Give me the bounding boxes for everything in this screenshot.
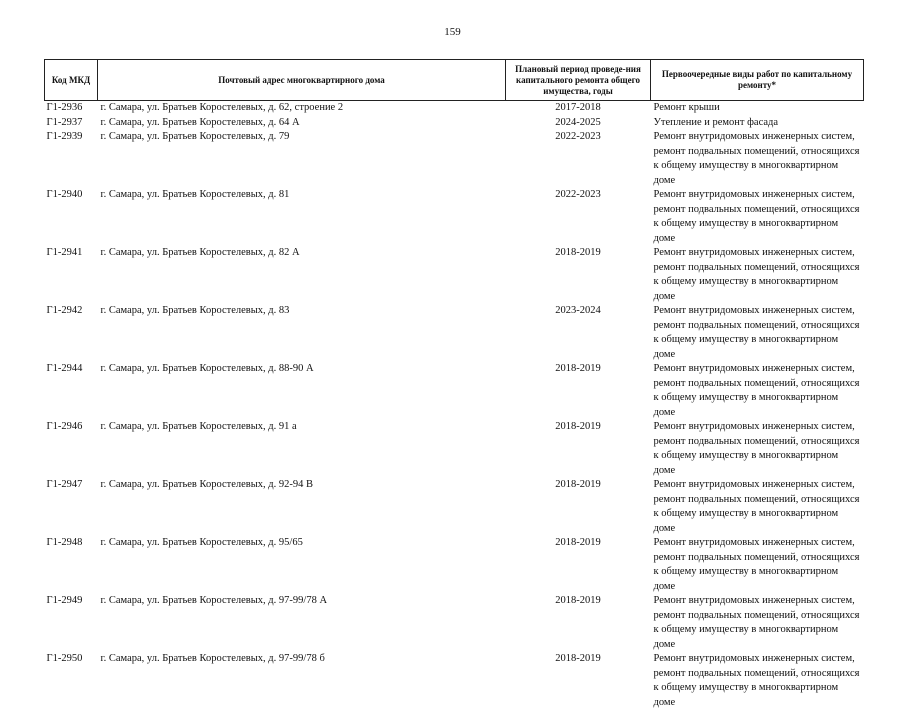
code-cell: Г1-2944 [45, 362, 98, 420]
table-body [45, 101, 864, 710]
address-cell: г. Самара, ул. Братьев Коростелевых, д. 97-99/78 А [98, 594, 506, 652]
capital-repair-table [44, 59, 864, 710]
period-cell: 2018-2019 [506, 420, 651, 478]
code-cell: Г1-2949 [45, 594, 98, 652]
works-cell: Ремонт внутридомовых инженерных систем, ремонт подвальных помещений, относящихся к общему имуществу в многоквартирном доме [651, 362, 864, 420]
table-row [45, 116, 864, 131]
header-code: Код МКД [45, 60, 98, 101]
table-row [45, 478, 864, 536]
address-cell: г. Самара, ул. Братьев Коростелевых, д. 81 [98, 188, 506, 246]
works-cell: Ремонт внутридомовых инженерных систем, ремонт подвальных помещений, относящихся к общему имуществу в многоквартирном доме [651, 478, 864, 536]
works-cell: Ремонт крыши [651, 101, 864, 116]
code-cell: Г1-2948 [45, 536, 98, 594]
table-row [45, 101, 864, 116]
works-cell: Ремонт внутридомовых инженерных систем, ремонт подвальных помещений, относящихся к общему имуществу в многоквартирном доме [651, 246, 864, 304]
table-row [45, 594, 864, 652]
period-cell: 2022-2023 [506, 130, 651, 188]
period-cell: 2018-2019 [506, 594, 651, 652]
works-cell: Ремонт внутридомовых инженерных систем, ремонт подвальных помещений, относящихся к общему имуществу в многоквартирном доме [651, 420, 864, 478]
period-cell: 2017-2018 [506, 101, 651, 116]
header-period: Плановый период проведе-ния капитального ремонта общего имущества, годы [506, 60, 651, 101]
period-cell: 2023-2024 [506, 304, 651, 362]
table-header [45, 60, 864, 101]
table-row [45, 362, 864, 420]
table-row [45, 420, 864, 478]
code-cell: Г1-2936 [45, 101, 98, 116]
works-cell: Ремонт внутридомовых инженерных систем, ремонт подвальных помещений, относящихся к общему имуществу в многоквартирном доме [651, 130, 864, 188]
address-cell: г. Самара, ул. Братьев Коростелевых, д. 97-99/78 б [98, 652, 506, 710]
code-cell: Г1-2947 [45, 478, 98, 536]
table-row [45, 188, 864, 246]
period-cell: 2024-2025 [506, 116, 651, 131]
address-cell: г. Самара, ул. Братьев Коростелевых, д. 79 [98, 130, 506, 188]
address-cell: г. Самара, ул. Братьев Коростелевых, д. 64 А [98, 116, 506, 131]
address-cell: г. Самара, ул. Братьев Коростелевых, д. 83 [98, 304, 506, 362]
address-cell: г. Самара, ул. Братьев Коростелевых, д. 62, строение 2 [98, 101, 506, 116]
address-cell: г. Самара, ул. Братьев Коростелевых, д. 91 а [98, 420, 506, 478]
period-cell: 2018-2019 [506, 536, 651, 594]
code-cell: Г1-2946 [45, 420, 98, 478]
address-cell: г. Самара, ул. Братьев Коростелевых, д. 95/65 [98, 536, 506, 594]
table-row [45, 652, 864, 710]
works-cell: Ремонт внутридомовых инженерных систем, ремонт подвальных помещений, относящихся к общему имуществу в многоквартирном доме [651, 304, 864, 362]
code-cell: Г1-2941 [45, 246, 98, 304]
period-cell: 2022-2023 [506, 188, 651, 246]
code-cell: Г1-2937 [45, 116, 98, 131]
code-cell: Г1-2940 [45, 188, 98, 246]
address-cell: г. Самара, ул. Братьев Коростелевых, д. 92-94 В [98, 478, 506, 536]
header-works: Первоочередные виды работ по капитальному ремонту* [651, 60, 864, 101]
works-cell: Ремонт внутридомовых инженерных систем, ремонт подвальных помещений, относящихся к общему имуществу в многоквартирном доме [651, 652, 864, 710]
table-row [45, 536, 864, 594]
works-cell: Ремонт внутридомовых инженерных систем, ремонт подвальных помещений, относящихся к общему имуществу в многоквартирном доме [651, 188, 864, 246]
works-cell: Ремонт внутридомовых инженерных систем, ремонт подвальных помещений, относящихся к общему имуществу в многоквартирном доме [651, 536, 864, 594]
table-row [45, 304, 864, 362]
period-cell: 2018-2019 [506, 478, 651, 536]
address-cell: г. Самара, ул. Братьев Коростелевых, д. 82 А [98, 246, 506, 304]
page-number: 159 [0, 26, 905, 38]
table-row [45, 246, 864, 304]
works-cell: Ремонт внутридомовых инженерных систем, ремонт подвальных помещений, относящихся к общему имуществу в многоквартирном доме [651, 594, 864, 652]
period-cell: 2018-2019 [506, 246, 651, 304]
code-cell: Г1-2942 [45, 304, 98, 362]
works-cell: Утепление и ремонт фасада [651, 116, 864, 131]
table-row [45, 130, 864, 188]
header-address: Почтовый адрес многоквартирного дома [98, 60, 506, 101]
code-cell: Г1-2950 [45, 652, 98, 710]
address-cell: г. Самара, ул. Братьев Коростелевых, д. 88-90 А [98, 362, 506, 420]
period-cell: 2018-2019 [506, 362, 651, 420]
code-cell: Г1-2939 [45, 130, 98, 188]
period-cell: 2018-2019 [506, 652, 651, 710]
